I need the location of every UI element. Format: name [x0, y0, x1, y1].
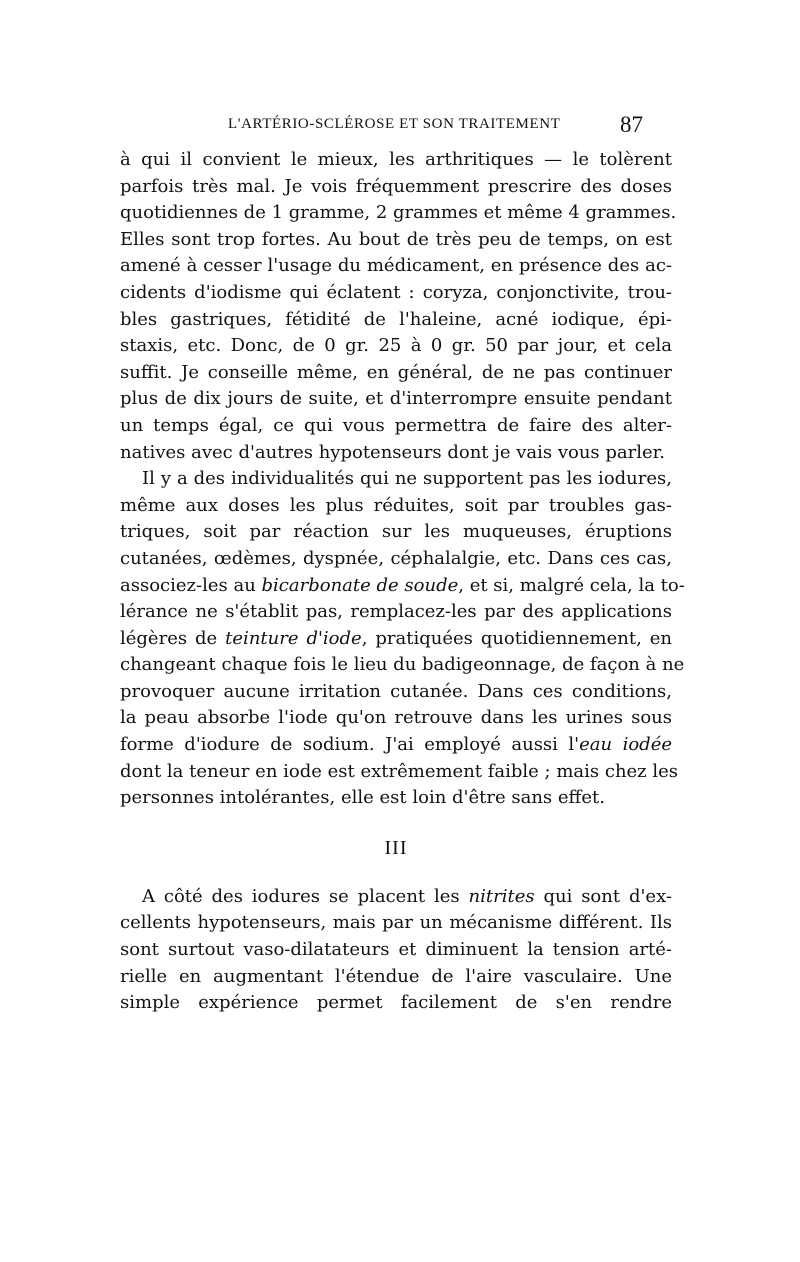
italic-term: teinture d'iode [225, 627, 362, 649]
text-line [120, 227, 672, 254]
text-run: cidents d'iodisme qui éclatent : coryza, conjonctivite, trou- [120, 281, 672, 303]
text-run: provoquer aucune irritation cutanée. Dans ces conditions, [120, 680, 672, 702]
text-run: Elles sont trop fortes. Au bout de très peu de temps, on est [120, 228, 672, 250]
text-run: triques, soit par réaction sur les muqueuses, éruptions [120, 521, 672, 543]
text-line [120, 910, 672, 937]
text-line [120, 652, 685, 679]
text-run: A côté des iodures se placent les [142, 885, 469, 907]
text-line [120, 386, 672, 413]
text-run: staxis, etc. Donc, de 0 gr. 25 à 0 gr. 50 par jour, et cela [120, 335, 672, 357]
text-run: , et si, malgré cela, la to- [458, 574, 685, 596]
paragraph [120, 147, 677, 466]
text-line [120, 599, 672, 626]
text-line [120, 679, 672, 706]
text-run: forme d'iodure de sodium. J'ai employé aussi l' [120, 734, 580, 756]
text-run: simple expérience permet facilement de s'en rendre [120, 992, 672, 1014]
text-run: Il y a des individualités qui ne supportent pas les iodures, [142, 468, 672, 490]
text-line [120, 307, 672, 334]
text-line [120, 253, 672, 280]
text-line [120, 413, 672, 440]
text-run: natives avec d'autres hypotenseurs dont je vais vous parler. [120, 441, 665, 463]
text-run: amené à cesser l'usage du médicament, en présence des ac- [120, 255, 672, 277]
text-run: sont surtout vaso-dilatateurs et diminuent la tension arté- [120, 939, 672, 961]
text-line [120, 705, 672, 732]
text-run: associez-les au [120, 574, 262, 596]
running-title: L'ARTÉRIO-SCLÉROSE ET SON TRAITEMENT [228, 116, 561, 132]
text-line [120, 759, 679, 786]
text-line [120, 174, 672, 201]
text-run: rielle en augmentant l'étendue de l'aire vasculaire. Une [120, 965, 672, 987]
text-run: lérance ne s'établit pas, remplacez-les par des applications [120, 601, 672, 623]
paragraph [120, 884, 672, 1017]
text-line [120, 964, 672, 991]
text-run: la peau absorbe l'iode qu'on retrouve dans les urines sous [120, 707, 672, 729]
text-line [120, 440, 672, 467]
body-text [120, 147, 685, 1017]
text-run: parfois très mal. Je vois fréquemment prescrire des doses [120, 175, 672, 197]
italic-term: eau iodée [579, 734, 673, 756]
text-run: , pratiquées quotidiennement, en [361, 627, 673, 649]
text-line [120, 466, 672, 493]
italic-term: nitrites [468, 885, 535, 907]
text-line [120, 200, 677, 227]
text-run: bles gastriques, fétidité de l'haleine, acné iodique, épi- [120, 308, 672, 330]
text-line [120, 626, 672, 653]
text-line [120, 937, 672, 964]
text-run: à qui il convient le mieux, les arthritiques — le tolèrent [120, 149, 672, 170]
text-run: dont la teneur en iode est extrêmement faible ; mais chez les [120, 760, 679, 782]
text-run: cellents hypotenseurs, mais par un mécanisme différent. Ils [120, 912, 672, 934]
text-run: qui sont d'ex- [534, 885, 672, 907]
text-run: cutanées, œdèmes, dyspnée, céphalalgie, etc. Dans ces cas, [120, 547, 672, 569]
section-heading: III [384, 836, 408, 859]
text-line [120, 493, 672, 520]
text-run: suffit. Je conseille même, en général, de ne pas continuer [120, 361, 672, 383]
text-run: légères de [120, 627, 226, 649]
page-number: 87 [620, 112, 643, 137]
italic-term: bicarbonate de soude [261, 574, 459, 596]
running-header [0, 112, 800, 142]
paragraph [120, 466, 685, 812]
text-run: quotidiennes de 1 gramme, 2 grammes et même 4 grammes. [120, 202, 677, 224]
text-line [120, 519, 672, 546]
text-run: même aux doses les plus réduites, soit par troubles gas- [120, 494, 672, 516]
text-line [120, 280, 672, 307]
text-run: un temps égal, ce qui vous permettra de faire des alter- [120, 414, 672, 436]
text-line [120, 732, 672, 759]
text-run: changeant chaque fois le lieu du badigeonnage, de façon à ne [120, 654, 685, 676]
text-line [120, 333, 672, 360]
text-line [120, 147, 672, 174]
text-line [120, 546, 672, 573]
text-line [120, 360, 672, 387]
text-line [120, 573, 685, 600]
text-run: personnes intolérantes, elle est loin d'être sans effet. [120, 787, 605, 809]
text-run: plus de dix jours de suite, et d'interrompre ensuite pendant [120, 388, 672, 410]
text-line [120, 785, 672, 812]
text-line [120, 884, 672, 911]
text-line [120, 990, 672, 1017]
